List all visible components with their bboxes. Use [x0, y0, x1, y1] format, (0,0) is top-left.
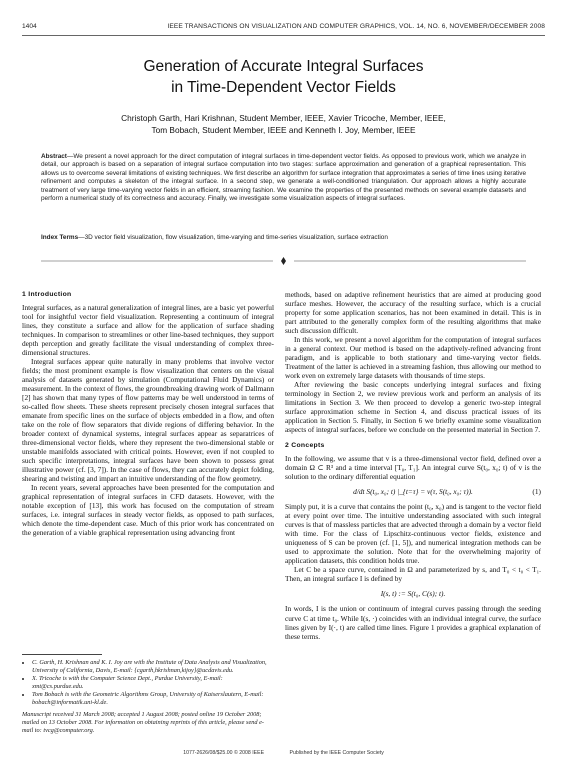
title-line-2: in Time-Dependent Vector Fields	[171, 79, 396, 96]
author-list	[0, 112, 567, 136]
section-1-heading: 1 Introduction	[22, 291, 72, 298]
paper-title	[0, 56, 567, 98]
right-column	[285, 290, 541, 641]
page-number: 1404	[22, 23, 37, 30]
intro-continued-2: In this work, we present a novel algorithm for the computation of integral surfaces in a general context. Our method is based on the adaptively-refined advancing front paradigm, and is applicable to both stationary and time-varying vector fields. Treatment of the latter is achieved in a streaming fashion, thus allowing our method to work even on extremely large datasets with thousands of time steps.	[285, 335, 541, 381]
manuscript-note: Manuscript received 31 March 2008; accepted 1 August 2008; posted online 19 October 2008; mailed on 13 October 2008. For information on obtaining reprints of this article, please send e-mail to: tvcg@computer.org.	[22, 711, 265, 734]
footnote-item: • X. Tricoche is with the Computer Science Dept., Purdue University, E-mail: xmt@cs.purdue.edu.	[32, 675, 274, 691]
index-terms-text: —3D vector field visualization, flow visualization, time-varying and time-series visualization, surface extraction	[78, 234, 388, 241]
intro-paragraph-2: Integral surfaces appear quite naturally in many problems that involve vector fields; the most prominent example is flow visualization that centers on the visual analysis of datasets generated by simulation (Computational Fluid Dynamics) or measurement. In the context of flows, the groundbreaking drawing work of Dallmann [2] has shown that many types of flow patterns may be well understood in terms of so-called flow sheets. These sheets represent precisely chosen integral surfaces that emanate from specific lines on the surface of objects embedded in a flow, and often take on the role of flow separators that divide regions of differing behavior. In the broader context of dynamical systems, integral surfaces appear as separatrices of three-dimensional vector fields, where they represent the two-dimensional stable or unstable manifolds associated with critical points. However, even if not coupled to such specific interpretations, integral surfaces have been shown to possess great illustrative power (cf. [3, 7]). In the case of flows, they can accurately depict folding, shearing and twisting and impart an intuitive understanding of the flow geometry.	[22, 357, 274, 484]
copyright-footer	[0, 750, 567, 756]
copyright-notice: 1077-2626/08/$25.00 © 2008 IEEE	[183, 750, 265, 756]
index-terms-label: Index Terms	[41, 234, 79, 241]
abstract	[41, 153, 526, 203]
concepts-paragraph-2: Simply put, it is a curve that contains the point (t₀, x₀) and is tangent to the vector field at every point over time. The intuitive understanding associated with such integral curves is that of massless particles that are advected through a domain by a vector field with time. For the class of Lipschitz-continuous vector fields, existence and uniqueness of S can be proven (cf. [1, 5]), and numerical integration methods can be used to approximate the solution. Note that for the overwhelming majority of application datasets, this condition holds true.	[285, 502, 541, 566]
authors-line-2: Tom Bobach, Student Member, IEEE and Kenneth I. Joy, Member, IEEE	[151, 125, 416, 135]
concepts-paragraph-4: In words, I is the union or continuum of integral curves passing through the seeding curve C at time t₀. While I(s, ·) coincides with an individual integral curve, the surface lines given by I(·, t) are called time lines. Figure 1 provides a graphical explanation of these terms.	[285, 604, 541, 641]
author-affiliations	[22, 659, 274, 707]
footnote-rule	[22, 654, 102, 655]
abstract-label: Abstract	[41, 153, 67, 160]
intro-continued-3: After reviewing the basic concepts underlying integral surfaces and fixing terminology in Section 2, we review previous work and perform an analysis of its limitations in Section 3. We then proceed to develop a generic two-step integral surface approximation scheme in Section 4, and discuss practical issues of its application in Section 5. Finally, in Section 6 we briefly examine some visualization aspects of integral surfaces, before we conclude on the presented material in Section 7.	[285, 380, 541, 435]
index-terms	[41, 234, 526, 242]
equation-1	[285, 487, 541, 496]
equation-1-number: (1)	[532, 487, 541, 497]
concepts-paragraph-1: In the following, we assume that v is a three-dimensional vector field, defined over a domain Ω ⊂ R³ and a time interval [T₀, T₁]. An integral curve S(t₀, x₀; t) of v is the solution to the ordinary differential equation	[285, 454, 541, 482]
journal-name: IEEE TRANSACTIONS ON VISUALIZATION AND COMPUTER GRAPHICS, VOL. 14, NO. 6, NOVEMBER/DECEMBER 2008	[167, 23, 545, 30]
section-2-heading: 2 Concepts	[285, 442, 325, 450]
header-rule	[22, 35, 545, 36]
authors-line-1: Christoph Garth, Hari Krishnan, Student Member, IEEE, Xavier Tricoche, Member, IEEE,	[121, 113, 446, 123]
publisher-notice: Published by the IEEE Computer Society	[289, 750, 384, 756]
concepts-paragraph-3: Let C be a space curve, contained in Ω and parameterized by s, and T₀ < t₀ < T₁. Then, an integral surface I is defined by	[285, 565, 541, 584]
footnote-block	[22, 654, 274, 735]
intro-paragraph-1: Integral surfaces, as a natural generalization of integral lines, are a basic yet powerful tool for insightful vector field visualization. Representing a continuum of integral lines, they constitute a surface and allow for the application of surface shading techniques. In comparison to streamlines or other line-based techniques, they support depth perception and greatly facilitate the visual understanding of complex three-dimensional structures.	[22, 303, 274, 358]
equation-1-body: d/dt S(t₀, x₀; t) |_{t=τ} = v(τ, S(t₀, x₀; τ)).	[353, 487, 473, 497]
footnote-item: • Tom Bobach is with the Geometric Algorithms Group, University of Kaiserslautern, E-mail: bobach@informatik.uni-kl.de.	[32, 691, 274, 707]
equation-2	[285, 589, 541, 598]
section-divider-ornament	[41, 257, 526, 265]
intro-continued-1: methods, based on adaptive refinement heuristics that are aimed at producing good surface meshes. However, the accuracy of the resulting surface, which is a crucial property for some application scenarios, has not been examined in detail. This is in part attributed to the generally complex form of the resulting algorithms that make such discussion difficult.	[285, 290, 541, 336]
diamond-icon	[281, 257, 286, 265]
intro-paragraph-3: In recent years, several approaches have been presented for the computation and graphical representation of integral surfaces in CFD datasets. However, with the notable exception of [13], this work has focused on the computation of stream surfaces, i.e. integral surfaces in steady vector fields, as opposed to path surfaces, which denote the time-dependent case. Much of this prior work has concentrated on the generation of a viable graphical representation using advancing front	[22, 483, 274, 538]
footnote-item: • C. Garth, H. Krishnan and K. I. Joy are with the Institute of Data Analysis and Visualization, University of California, Davis, E-mail: {cgarth,hkrishnan,kijoy}@ucdavis.edu.	[32, 659, 274, 675]
left-column	[22, 290, 274, 537]
abstract-text: —We present a novel approach for the direct computation of integral surfaces in time-dependent vector fields. As opposed to previous work, which we analyze in detail, our approach is based on a separation of integral surface computation into two stages: surface approximation and generation of a graphical representation. This allows us to overcome several limitations of existing techniques. We first describe an algorithm for surface integration that approximates a series of time lines using iterative refinement and computes a skeleton of the integral surface. In a second step, we generate a well-conditioned triangulation. Our approach allows a highly accurate treatment of very large time-varying vector fields in an efficient, streaming fashion. We examine the properties of the presented methods on several example datasets and perform a numerical study of its correctness and accuracy. Finally, we investigate some visualization aspects of integral surfaces.	[41, 153, 526, 203]
title-line-1: Generation of Accurate Integral Surfaces	[143, 58, 424, 75]
equation-2-body: I(s, t) := S(t₀, C(s); t).	[380, 589, 446, 599]
